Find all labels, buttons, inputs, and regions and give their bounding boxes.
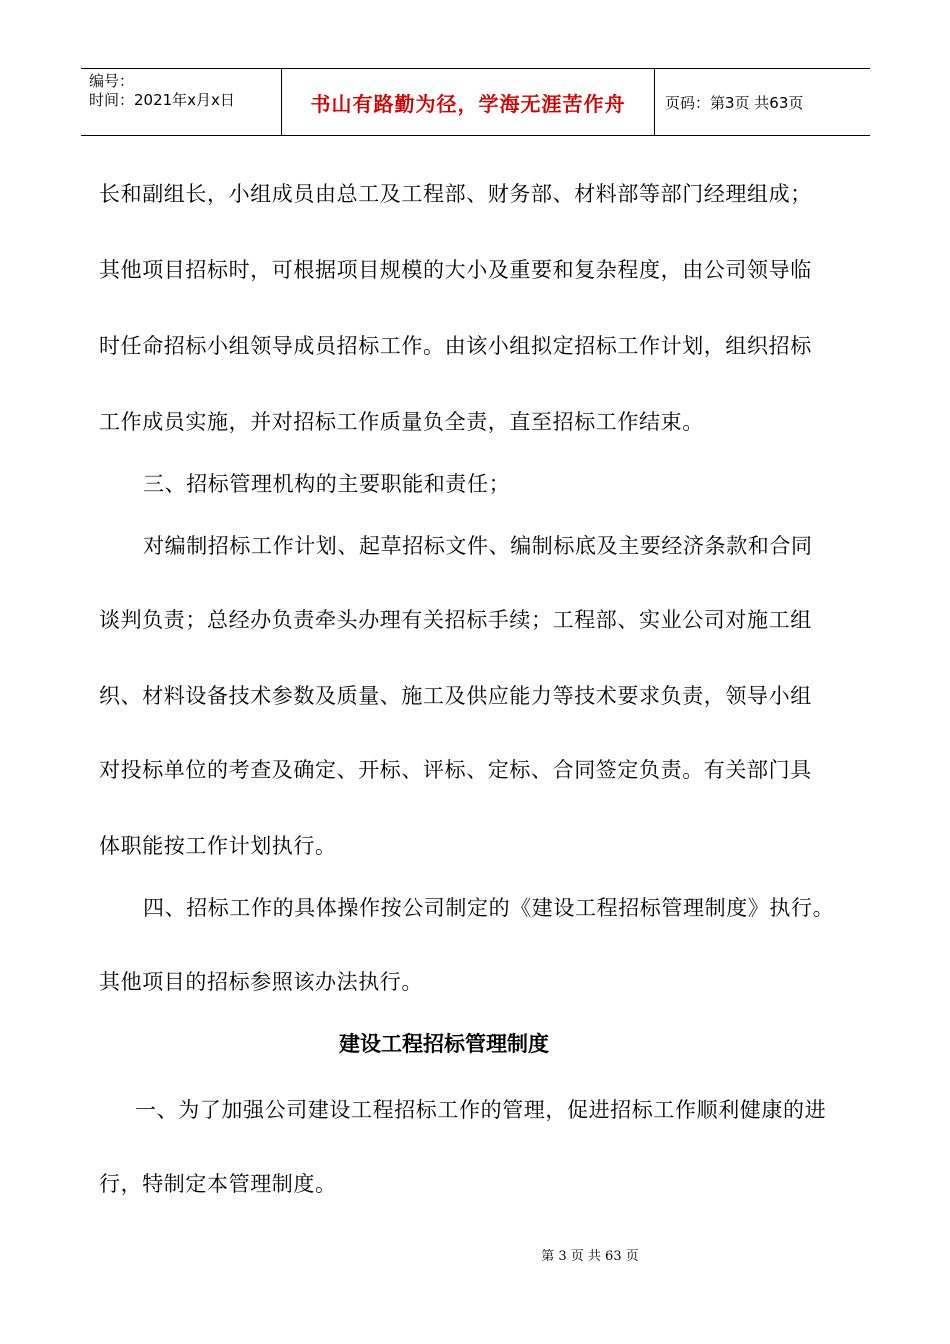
header-page-number: 页码：第3页 共63页 — [665, 93, 804, 112]
body-line: 对投标单位的考查及确定、开标、评标、定标、合同签定负责。有关部门具 — [99, 758, 812, 782]
document-date: 时间：2021年x月x日 — [89, 91, 235, 109]
body-line: 长和副组长，小组成员由总工及工程部、财务部、材料部等部门经理组成； — [99, 182, 812, 206]
section-heading-3: 三、招标管理机构的主要职能和责任； — [143, 472, 511, 496]
header-page-cell — [655, 69, 870, 135]
section-heading-4: 四、招标工作的具体操作按公司制定的《建设工程招标管理制度》执行。 — [143, 896, 835, 920]
body-line: 体职能按工作计划执行。 — [99, 834, 337, 858]
body-line: 一、为了加强公司建设工程招标工作的管理，促进招标工作顺利健康的进 — [135, 1098, 827, 1122]
header-motto-cell — [282, 69, 655, 135]
document-number: 编号： — [89, 72, 135, 90]
page-header — [81, 68, 870, 136]
body-line: 其他项目的招标参照该办法执行。 — [99, 970, 423, 994]
body-line: 时任命招标小组领导成员招标工作。由该小组拟定招标工作计划，组织招标 — [99, 334, 812, 358]
page-footer: 第 3 页 共 63 页 — [541, 1249, 639, 1264]
body-line: 谈判负责；总经办负责牵头办理有关招标手续；工程部、实业公司对施工组 — [99, 608, 812, 632]
body-line: 其他项目招标时，可根据项目规模的大小及重要和复杂程度，由公司领导临 — [99, 258, 812, 282]
section-title: 建设工程招标管理制度 — [339, 1032, 549, 1056]
body-line: 工作成员实施，并对招标工作质量负全责，直至招标工作结束。 — [99, 410, 704, 434]
header-motto: 书山有路勤为径，学海无涯苦作舟 — [310, 91, 626, 116]
body-line: 行，特制定本管理制度。 — [99, 1172, 337, 1196]
body-line: 织、材料设备技术参数及质量、施工及供应能力等技术要求负责，领导小组 — [99, 684, 812, 708]
body-line: 对编制招标工作计划、起草招标文件、编制标底及主要经济条款和合同 — [143, 534, 813, 558]
header-meta — [81, 69, 282, 135]
